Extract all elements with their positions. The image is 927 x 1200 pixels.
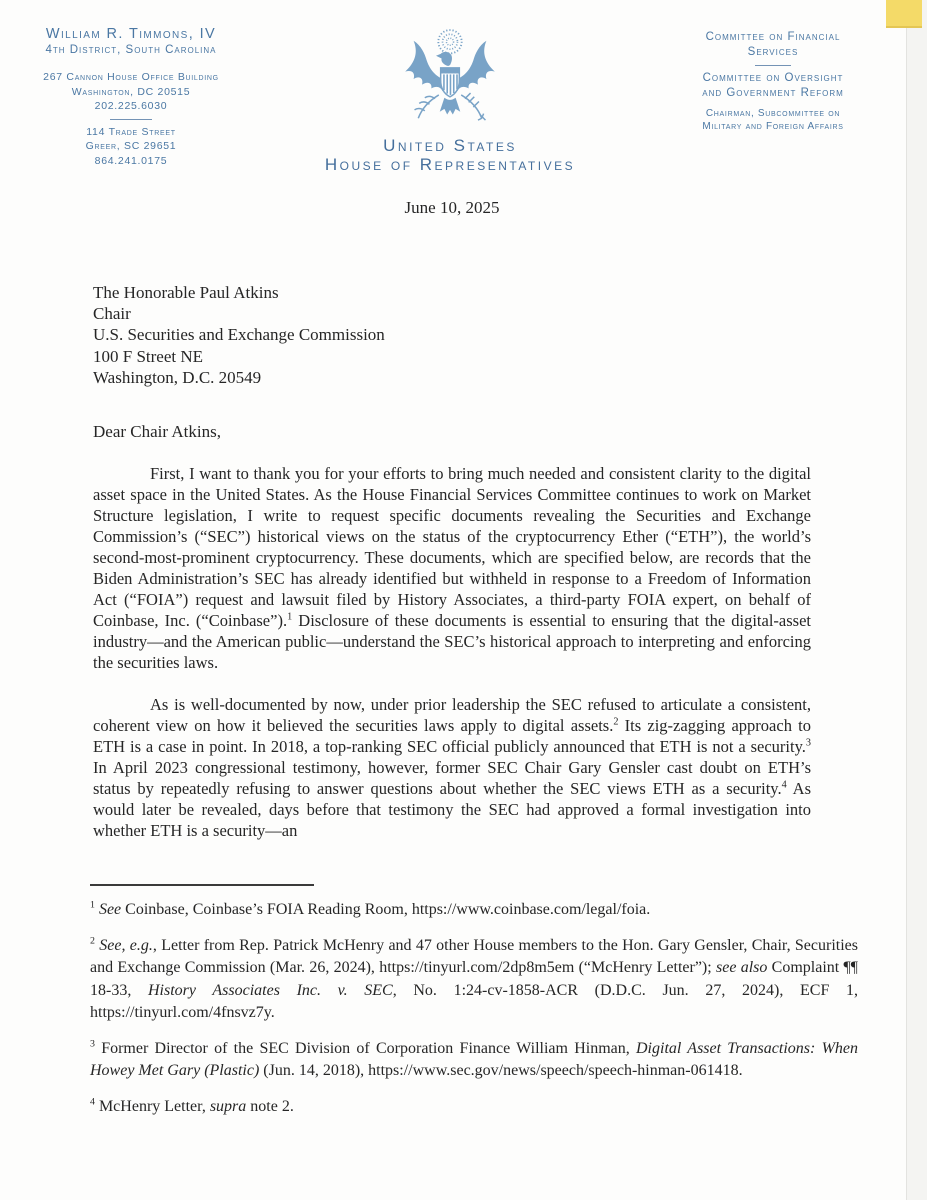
dc-office-city: Washington, DC 20515 bbox=[71, 85, 191, 98]
footnotes-section bbox=[90, 884, 858, 1118]
footnote-3: $^3$ Former Director of the SEC Division of Corporation Finance William Hinman, Digital Asset Transactions: When Howey Met Gary (Plastic) (Jun. 14, 2018), https://www.sec.gov/news/speech/speech-hinman-061418. bbox=[90, 1038, 859, 1079]
recipient-street: 100 F Street NE bbox=[93, 346, 204, 366]
date-line: June 10, 2025 bbox=[404, 198, 500, 217]
footnote-1: $^1$ See Coinbase, Coinbase’s FOIA Reading Room, https://www.coinbase.com/legal/foia. bbox=[90, 899, 651, 918]
letterhead-center bbox=[295, 24, 605, 174]
dc-office-phone: 202.225.6030 bbox=[94, 100, 168, 112]
recipient-block bbox=[93, 282, 811, 388]
scan-page-edge bbox=[906, 0, 927, 1200]
subcommittee-role-line1: Chairman, Subcommittee on bbox=[705, 108, 841, 119]
district-office-phone: 864.241.0175 bbox=[94, 154, 168, 167]
us-house-seal-icon bbox=[394, 24, 506, 136]
letterhead-right-divider bbox=[755, 65, 791, 66]
committee-financial-services-line2: Services bbox=[747, 46, 799, 58]
member-name: William R. Timmons, IV bbox=[45, 26, 217, 42]
district-office-address: 114 Trade Street bbox=[86, 125, 176, 138]
recipient-title: Chair bbox=[93, 304, 131, 324]
sticky-note-tab bbox=[886, 0, 922, 28]
subcommittee-role-line2: Military and Foreign Affairs bbox=[702, 121, 844, 132]
recipient-name: The Honorable Paul Atkins bbox=[93, 283, 279, 302]
committee-oversight-line2: and Government Reform bbox=[702, 87, 844, 99]
committee-oversight-line1: Committee on Oversight bbox=[702, 72, 844, 84]
letterhead-left bbox=[22, 26, 240, 168]
recipient-city: Washington, D.C. 20549 bbox=[93, 367, 262, 387]
body-paragraph-2: As is well-documented by now, under prior leadership the SEC refused to articulate a consistent, coherent view on how it believed the securities laws apply to digital assets.$^2$ Its zig-zagging approach to ETH is a case in point. In 2018, a top-ranking SEC official publicly announced that ETH is not a security.$^3$ In April 2023 congressional testimony, however, former SEC Chair Gary Gensler cast doubt on ETH’s status by repeatedly refusing to answer questions about whether the SEC views ETH as a security.$^4$ As would later be revealed, days before that testimony the SEC had approved a formal investigation into whether ETH is a security—an bbox=[93, 695, 811, 841]
dc-office-address: 267 Cannon House Office Building bbox=[43, 71, 219, 83]
letterhead-left-divider bbox=[110, 119, 152, 120]
footnote-separator bbox=[90, 884, 314, 886]
footnote-2: $^2$ See, e.g., Letter from Rep. Patrick McHenry and 47 other House members to the Hon. Gary Gensler, Chair, Securities and Exchange Commission (Mar. 26, 2024), https://tinyurl.com/2dp8m5em (“McHenry Letter”); see also Complaint ¶¶ 18-33, History Associates Inc. v. SEC, No. 1:24-cv-1858-ACR (D.D.C. Jun. 27, 2024), ECF 1, https://tinyurl.com/4fnsvz7y. bbox=[90, 935, 859, 1021]
salutation: Dear Chair Atkins, bbox=[93, 422, 221, 442]
member-district: 4th District, South Carolina bbox=[45, 44, 217, 56]
letter-body bbox=[93, 198, 811, 841]
body-paragraph-1: First, I want to thank you for your efforts to bring much needed and consistent clarity to the digital asset space in the United States. As the House Financial Services Committee continues to work on Market Structure legislation, I write to request specific documents revealing the Securities and Exchange Commission’s (“SEC”) historical views on the status of the cryptocurrency Ether (“ETH”), the world’s second-most-prominent cryptocurrency. These documents, which are specified below, are records that the Biden Administration’s SEC has already identified but withheld in response to a Freedom of Information Act (“FOIA”) request and lawsuit filed by History Associates, a third-party FOIA expert, on behalf of Coinbase, Inc. (“Coinbase”).$^1$ Disclosure of these documents is essential to ensuring that the digital-asset industry—and the American public—understand the SEC’s historical approach to interpreting and enforcing the securities laws. bbox=[93, 464, 811, 673]
chamber-line-2: House of Representatives bbox=[324, 155, 576, 174]
recipient-org: U.S. Securities and Exchange Commission bbox=[93, 325, 385, 345]
letterhead-right bbox=[648, 30, 898, 133]
footnote-4: $^4$ McHenry Letter, supra note 2. bbox=[90, 1096, 294, 1115]
chamber-line-1: United States bbox=[383, 136, 517, 155]
district-office-city: Greer, SC 29651 bbox=[85, 140, 177, 152]
committee-financial-services-line1: Committee on Financial bbox=[705, 31, 841, 43]
